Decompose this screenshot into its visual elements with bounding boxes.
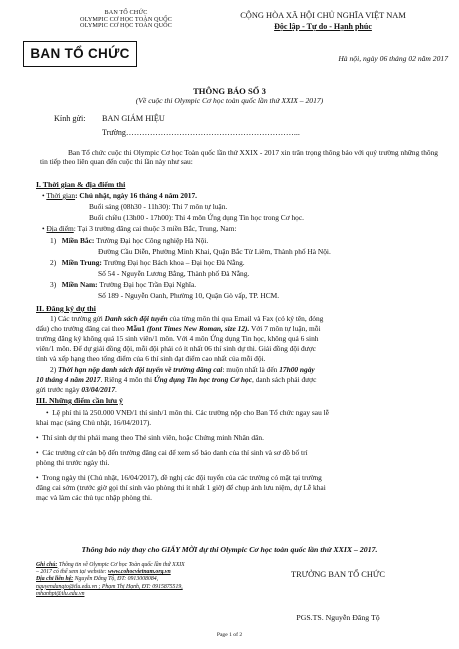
venue-south-name: Trường Đại học Trần Đại Nghĩa. bbox=[97, 280, 197, 289]
team-list-term: Danh sách đội tuyển bbox=[104, 314, 168, 323]
bullet-icon: • bbox=[46, 408, 49, 417]
school-blank: Trường………………………………………………………... bbox=[102, 128, 300, 137]
closing-statement: Thông báo này thay cho GIẤY MỜI dự thi Olympic Cơ học toàn quốc lần thứ XXIX – 2017. bbox=[81, 545, 378, 554]
note-staff-line-2: phòng thi trước ngày thi. bbox=[36, 458, 110, 467]
staff-text: Các trường cử cán bộ đến trường đăng cai để xem sổ báo danh của thí sinh và sơ đồ bố trí bbox=[42, 448, 308, 457]
afternoon-session: Buổi chiều (13h00 - 17h00): Thi 4 môn Ứng dụng Tin học trong Cơ học. bbox=[89, 213, 305, 222]
venue-north bbox=[50, 236, 208, 245]
venue-central-name: Trường Đại học Bách khoa – Đại học Đà Nẵng. bbox=[101, 258, 245, 267]
it-subjects-term: Ứng dụng Tin học trong Cơ học bbox=[153, 375, 253, 384]
venue-central-label: Miền Trung: bbox=[61, 258, 102, 267]
bullet-icon: • bbox=[42, 191, 45, 200]
footnote-lead: Ghi chú: bbox=[36, 562, 58, 568]
note-exam-day-line-3: mạc và làm các thủ tục nhập phòng thi. bbox=[36, 493, 152, 502]
signer-name: PGS.TS. Nguyễn Đăng Tộ bbox=[296, 613, 380, 622]
nation-title: CỘNG HÒA XÃ HỘI CHỦ NGHĨA VIỆT NAM bbox=[240, 11, 406, 20]
id-card-text: Thí sinh dự thi phải mang theo Thẻ sinh viên, hoặc Chứng minh Nhân dân. bbox=[42, 433, 264, 442]
contact-text: Nguyễn Đăng Tộ, ĐT: 0913008084, bbox=[73, 576, 159, 583]
para-1-rest: của từng môn thi qua Email và Fax (có ký tên, đóng bbox=[167, 314, 324, 323]
deadline-date: 10 tháng 4 năm 2017 bbox=[36, 375, 101, 384]
venue-row bbox=[42, 224, 237, 233]
venue-central-address: Số 54 - Nguyễn Lương Bằng, Thành phố Đà Nẵng. bbox=[98, 269, 250, 278]
section-2-heading: II. Đăng ký dự thi bbox=[36, 304, 96, 313]
para-2-line-2-mid: . Riêng 4 môn thi bbox=[100, 375, 154, 384]
registration-para-1-line-4: viên/1 môn. Để dự giải đồng đội, mỗi đội phải có ít nhất 06 thí sinh dự thi. Giải đồng đội được bbox=[36, 344, 316, 353]
bullet-icon: • bbox=[36, 448, 39, 457]
org-line-1: BAN TỔ CHỨC bbox=[104, 9, 148, 16]
para-1-start: 1) Các trường gửi bbox=[50, 314, 105, 323]
document-title: THÔNG BÁO SỐ 3 bbox=[193, 86, 266, 96]
section-3-heading: III. Những điểm cần lưu ý bbox=[36, 396, 123, 405]
footnote-block bbox=[36, 562, 251, 598]
contact-lead: Địa chỉ liên hệ: bbox=[36, 576, 74, 583]
font-requirement: (font Times New Roman, size 12). bbox=[144, 324, 250, 333]
bullet-icon: • bbox=[42, 224, 45, 233]
para-2-start: 2) bbox=[50, 365, 59, 374]
registration-para-2-line-2 bbox=[36, 375, 316, 384]
contact-line-2[interactable]: nguyendangto@tlu.edu.vn ; Phạm Thị Hạnh, ĐT: 0915875519, bbox=[36, 583, 183, 590]
recipient-line bbox=[54, 114, 165, 125]
registration-para-1-line-3: trường đăng ký không quá 15 sinh viên/1 môn. Với 4 môn Ứng dụng Tin học, không quá 6 sinh bbox=[36, 334, 319, 343]
bullet-icon: • bbox=[36, 473, 39, 482]
note-id-card bbox=[36, 433, 264, 442]
contact-line-1 bbox=[36, 576, 251, 583]
it-deadline-date: 03/04/2017 bbox=[81, 385, 116, 394]
para-2-line-3-start: gửi trước ngày bbox=[36, 385, 82, 394]
time-label: Thời gian bbox=[46, 191, 76, 200]
website-link[interactable]: www.cohocvietnam.org.vn bbox=[107, 569, 171, 576]
venue-south bbox=[50, 280, 196, 289]
venue-central bbox=[50, 258, 245, 267]
organization-header bbox=[66, 10, 186, 30]
venue-south-address: Số 189 - Nguyễn Oanh, Phường 10, Quận Gò vấp, TP. HCM. bbox=[98, 291, 280, 300]
dateline: Hà nội, ngày 06 tháng 02 năm 2017 bbox=[338, 54, 448, 63]
time-row bbox=[42, 191, 197, 200]
footnote-text-2: – 2017 có thể xem tại website: bbox=[36, 569, 108, 576]
form-template-name: Mẫu1 bbox=[126, 324, 145, 333]
org-line-3: OLYMPIC CƠ HỌC TOÀN QUỐC bbox=[80, 22, 172, 29]
deadline-time: 17h00 ngày bbox=[279, 365, 315, 374]
note-staff-line-1 bbox=[36, 448, 308, 457]
page-number: Page 1 of 2 bbox=[216, 632, 243, 638]
venue-south-label: Miền Nam: bbox=[61, 280, 98, 289]
org-line-2: OLYMPIC CƠ HỌC TOÀN QUỐC bbox=[80, 15, 172, 23]
venue-value: : Tại 3 trường đăng cai thuộc 3 miền Bắc, Trung, Nam: bbox=[73, 224, 237, 233]
fee-text: Lệ phí thi là 250.000 VNĐ/1 thí sinh/1 môn thi. Các trường nộp cho Ban Tổ chức ngay sau lễ bbox=[52, 408, 329, 417]
note-fee-line-2: khai mạc (sáng Chủ nhật, 16/04/2017). bbox=[36, 418, 152, 427]
bullet-icon: • bbox=[36, 433, 39, 442]
footnote-text: Thông tin về Olympic Cơ học Toàn quốc lần thứ XXIX bbox=[57, 562, 185, 568]
section-1-heading: I. Thời gian & địa điểm thi bbox=[36, 180, 126, 189]
note-exam-day-line-2: đăng cai sớm (trước giờ gọi thí sinh vào phòng thi ít nhất 1 giờ) để chụp ảnh lưu niệm, dự Lễ khai bbox=[36, 483, 326, 492]
morning-session: Buổi sáng (08h30 - 11h30): Thi 7 môn tự luận. bbox=[89, 202, 228, 211]
registration-para-1-line-5: tính và xếp hạng theo tổng điểm của 6 thí sinh đạt điểm cao nhất của mỗi đội. bbox=[36, 354, 266, 363]
registration-para-2-line-1 bbox=[50, 365, 315, 374]
note-fee-line-1 bbox=[46, 408, 329, 417]
registration-para-1-line-2 bbox=[36, 324, 321, 333]
intro-paragraph: Ban Tổ chức cuộc thi Olympic Cơ học Toàn quốc lần thứ XXIX - 2017 xin trân trọng thông báo với quý trường những thông tin tiếp theo liên quan đến cuộc thi lần này như sau: bbox=[40, 148, 438, 167]
document-subtitle: (Về cuộc thi Olympic Cơ học toàn quốc lần thứ XXIX – 2017) bbox=[135, 96, 324, 105]
deadline-term: Thời hạn nộp danh sách đội tuyển về trường đăng cai bbox=[58, 365, 223, 374]
registration-para-2-line-3 bbox=[36, 385, 117, 394]
organization-stamp-box: BAN TỔ CHỨC bbox=[23, 41, 137, 67]
venue-south-index: 3) bbox=[50, 280, 57, 289]
national-motto: Độc lập - Tự do - Hạnh phúc bbox=[274, 22, 372, 31]
recipient-label: Kính gửi: bbox=[54, 114, 86, 123]
para-2-line-3-end: . bbox=[115, 385, 117, 394]
venue-north-name: Trường Đại học Công nghiệp Hà Nội. bbox=[94, 236, 209, 245]
note-exam-day-line-1 bbox=[36, 473, 322, 482]
venue-north-index: 1) bbox=[50, 236, 57, 245]
venue-label: Địa điểm bbox=[46, 224, 74, 233]
registration-para-1-line-1 bbox=[50, 314, 323, 323]
signature-title: TRƯỞNG BAN TỔ CHỨC bbox=[290, 570, 386, 579]
contact-line-3[interactable]: mhanhpt@tlu.edu.vn bbox=[36, 590, 85, 597]
para-1-line-2-rest: Với 7 môn tự luận, mỗi bbox=[249, 324, 321, 333]
venue-north-label: Miền Bắc: bbox=[61, 236, 95, 245]
time-value: : Chủ nhật, ngày 16 tháng 4 năm 2017. bbox=[75, 191, 198, 200]
para-2-line-2-rest: , danh sách phải được bbox=[252, 375, 317, 384]
recipient-name: BAN GIÁM HIỆU bbox=[102, 114, 165, 123]
exam-day-text: Trong ngày thi (Chủ nhật, 16/04/2017), đề nghị các đội tuyển của các trường có mặt tại trường bbox=[42, 473, 322, 482]
para-1-line-2-start: dấu) cho trường đăng cai theo bbox=[36, 324, 127, 333]
venue-north-address: Đường Cầu Diễn, Phường Minh Khai, Quận Bắc Từ Liêm, Thành phố Hà Nội. bbox=[98, 247, 331, 256]
para-2-mid: : muộn nhất là đến bbox=[222, 365, 280, 374]
venue-central-index: 2) bbox=[50, 258, 57, 267]
